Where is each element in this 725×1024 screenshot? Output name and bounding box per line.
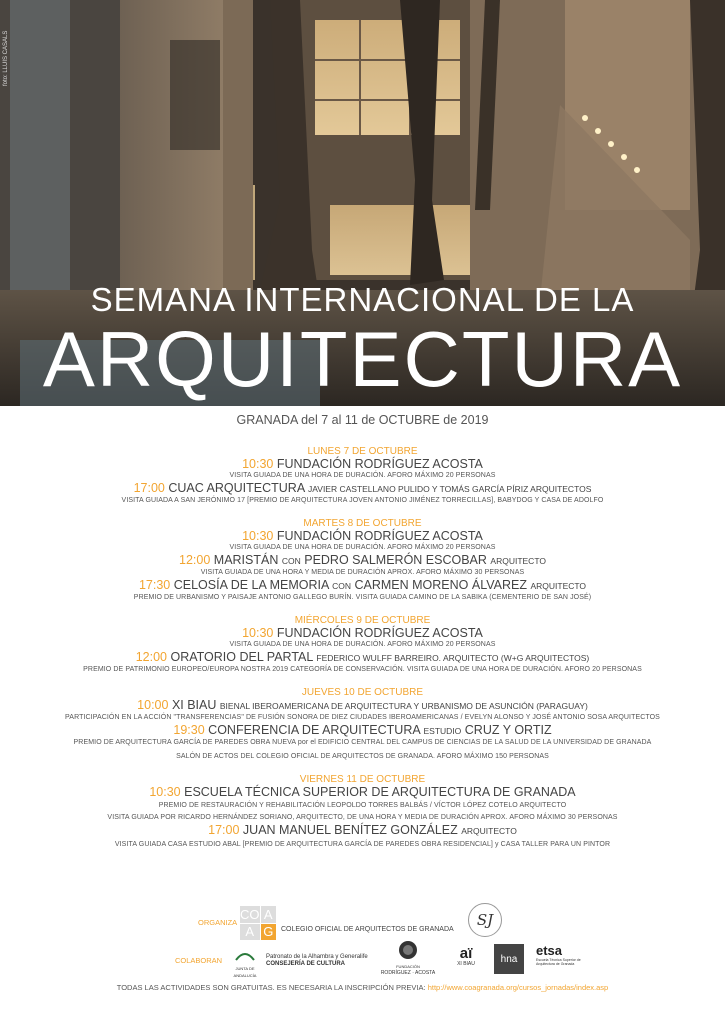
fundacion-line-1: FUNDACIÓN (396, 964, 420, 969)
footer-text: TODAS LAS ACTIVIDADES SON GRATUITAS. ES NECESARIA LA INSCRIPCIÓN PREVIA: (116, 983, 426, 992)
day-header: MIÉRCOLES 9 DE OCTUBRE (294, 615, 431, 626)
event-title: FUNDACIÓN RODRÍGUEZ ACOSTA (276, 626, 483, 640)
event-note: PREMIO DE PATRIMONIO EUROPEO/EUROPA NOSTRA 2019 CATEGORÍA DE CONSERVACIÓN. VISITA GUIADA DE UNA HORA DE DURACIÓN. AFORO 20 PERSONAS (83, 666, 642, 673)
fundacion-icon (398, 940, 418, 960)
hna-label: hna (500, 953, 518, 965)
patronato-line-1: Patronato de la Alhambra y Generalife (266, 954, 368, 960)
event-dates: GRANADA del 7 al 11 de OCTUBRE de 2019 (236, 413, 489, 427)
event-time: 10:30 (149, 785, 181, 799)
biau-logo (448, 946, 484, 968)
event-title: FUNDACIÓN RODRÍGUEZ ACOSTA (276, 529, 483, 543)
etsa-label: Escuela Técnica Superior de Arquitectura de Granada (536, 958, 581, 966)
event-note: PREMIO DE URBANISMO Y PAISAJE ANTONIO GALLEGO BURÍN. VISITA GUIADA CAMINO DE LA SABIKA (CEMENTERIO DE SAN JOSÉ) (133, 594, 592, 601)
event-time: 12:00 (135, 650, 167, 664)
day-header: JUEVES 10 DE OCTUBRE (301, 687, 424, 698)
event-time: 17:30 (138, 578, 171, 592)
programme (0, 440, 725, 850)
event-connector: ESTUDIO (423, 726, 462, 736)
event-line (0, 578, 725, 593)
fundacion-line-2: RODRÍGUEZ · ACOSTA (380, 970, 436, 976)
event-line (0, 785, 725, 799)
event-extra: ARQUITECTO (530, 581, 587, 591)
event-title: XI BIAU (171, 698, 217, 712)
etsa-logo (536, 944, 588, 966)
junta-logo (228, 950, 262, 979)
event-line (0, 650, 725, 665)
event-extra: ARQUITECTO (490, 556, 546, 566)
event-time: 19:30 (173, 723, 205, 737)
coag-logo (240, 906, 276, 940)
coag-letter: A (240, 924, 260, 941)
event-line (0, 481, 725, 496)
footer (0, 983, 725, 992)
etsa-mark: etsa (536, 943, 563, 958)
event-time: 17:00 (133, 481, 165, 495)
event-line (0, 457, 725, 471)
hero-photo (0, 0, 725, 406)
event-line (0, 626, 725, 640)
event-note: VISITA GUIADA POR RICARDO HERNÁNDEZ SORIANO, ARQUITECTO, DE UNA HORA Y MEDIA DE DURACIÓN APROX. AFORO MÁXIMO 30 PERSONAS (107, 814, 618, 821)
event-note: PARTICIPACIÓN EN LA ACCIÓN "TRANSFERENCIAS" DE FUSIÓN SONORA DE DIEZ CIUDADES IBEROAMERICANAS / EVELYN ALONSO Y JOSÉ ANTONIO SOSA ARQUITECTOS (65, 714, 660, 721)
event-title: CUAC ARQUITECTURA (168, 481, 305, 495)
event-title: JUAN MANUEL BENÍTEZ GONZÁLEZ (242, 823, 458, 837)
event-time: 10:30 (242, 529, 274, 543)
event-time: 10:00 (137, 698, 169, 712)
event-note: VISITA GUIADA DE UNA HORA Y MEDIA DE DURACIÓN APROX. AFORO MÁXIMO 30 PERSONAS (200, 569, 525, 576)
patronato-logo (266, 954, 376, 968)
event-time: 10:30 (242, 457, 274, 471)
day-header: MARTES 8 DE OCTUBRE (303, 518, 422, 529)
event-extra: JAVIER CASTELLANO PULIDO Y TOMÁS GARCÍA PÍRIZ ARQUITECTOS (307, 484, 592, 494)
coag-name: COLEGIO OFICIAL DE ARQUITECTOS DE GRANADA (281, 926, 454, 933)
event-title: CELOSÍA DE LA MEMORIA (173, 578, 329, 592)
event-note: VISITA GUIADA DE UNA HORA DE DURACIÓN. AFORO MÁXIMO 20 PERSONAS (229, 544, 496, 551)
event-line (0, 723, 725, 738)
event-note: VISITA GUIADA DE UNA HORA DE DURACIÓN. AFORO MÁXIMO 20 PERSONAS (229, 641, 496, 648)
junta-icon (234, 950, 256, 962)
event-title-2: CRUZ Y ORTIZ (464, 723, 552, 737)
event-time: 10:30 (242, 626, 274, 640)
biau-mark: aï (459, 945, 473, 962)
event-extra: BIENAL IBEROAMERICANA DE ARQUITECTURA Y URBANISMO DE ASUNCIÓN (PARAGUAY) (219, 701, 588, 711)
coag-letter: A (261, 906, 277, 923)
event-note: VISITA GUIADA A SAN JERÓNIMO 17 [PREMIO DE ARQUITECTURA JOVEN ANTONIO JIMÉNEZ TORRECILLAS], BABYDOG Y CASA DE ADOLFO (121, 497, 604, 504)
registration-link[interactable]: http://www.coagranada.org/cursos_jornadas/index.asp (427, 983, 609, 992)
event-title: MARISTÁN (213, 553, 279, 567)
biau-label: XI BIAU (457, 961, 475, 967)
coag-letter: G (261, 924, 277, 941)
fundacion-logo (378, 940, 438, 977)
event-title: ORATORIO DEL PARTAL (170, 650, 313, 664)
event-connector: CON (281, 556, 301, 566)
coag-letter: CO (240, 906, 260, 922)
event-title: FUNDACIÓN RODRÍGUEZ ACOSTA (276, 457, 483, 471)
title-line-1: SEMANA INTERNACIONAL DE LA (90, 281, 635, 318)
event-note: PREMIO DE RESTAURACIÓN Y REHABILITACIÓN LEOPOLDO TORRES BALBÁS / VÍCTOR LÓPEZ COTELO ARQUITECTO (158, 802, 567, 809)
event-extra: ARQUITECTO (461, 826, 517, 836)
event-title-2: CARMEN MORENO ÁLVAREZ (354, 578, 527, 592)
event-note: VISITA GUIADA DE UNA HORA DE DURACIÓN. AFORO MÁXIMO 20 PERSONAS (229, 472, 496, 479)
event-connector: CON (332, 581, 352, 591)
organiza-label: ORGANIZA (198, 918, 238, 927)
event-line (0, 698, 725, 713)
event-note: VISITA GUIADA CASA ESTUDIO ABAL [PREMIO DE ARQUITECTURA GARCÍA DE PAREDES OBRA RESIDENCIAL] y CASA TALLER PARA UN PINTOR (114, 841, 611, 848)
event-line (0, 823, 725, 838)
day-header: VIERNES 11 DE OCTUBRE (299, 774, 426, 785)
sj-logo: SJ (468, 903, 502, 937)
patronato-line-2: CONSEJERÍA DE CULTURA (266, 961, 346, 967)
event-note: PREMIO DE ARQUITECTURA GARCÍA DE PAREDES OBRA NUEVA por el EDIFICIO CENTRAL DEL CAMPUS DE CIENCIAS DE LA SALUD DE LA UNIVERSIDAD DE GRANADA (73, 739, 652, 746)
event-extra: FEDERICO WULFF BARREIRO. ARQUITECTO (W+G ARQUITECTOS) (316, 653, 590, 663)
hna-logo (494, 944, 524, 974)
event-title-2: PEDRO SALMERÓN ESCOBAR (304, 553, 487, 567)
colaboran-label: COLABORAN (175, 956, 223, 965)
event-line (0, 553, 725, 568)
junta-label: JUNTA DE ANDALUCÍA (233, 966, 257, 978)
event-title: CONFERENCIA DE ARQUITECTURA (208, 723, 421, 737)
event-time: 12:00 (179, 553, 211, 567)
event-note: SALÓN DE ACTOS DEL COLEGIO OFICIAL DE ARQUITECTOS DE GRANADA. AFORO MÁXIMO 150 PERSONAS (176, 753, 549, 760)
photo-credit: foto: LLUIS CASALS (3, 30, 9, 86)
event-line (0, 529, 725, 543)
event-time: 17:00 (208, 823, 240, 837)
title-line-2: ARQUITECTURA (42, 315, 683, 403)
event-title: ESCUELA TÉCNICA SUPERIOR DE ARQUITECTURA DE GRANADA (184, 785, 576, 799)
day-header: LUNES 7 DE OCTUBRE (307, 446, 418, 457)
